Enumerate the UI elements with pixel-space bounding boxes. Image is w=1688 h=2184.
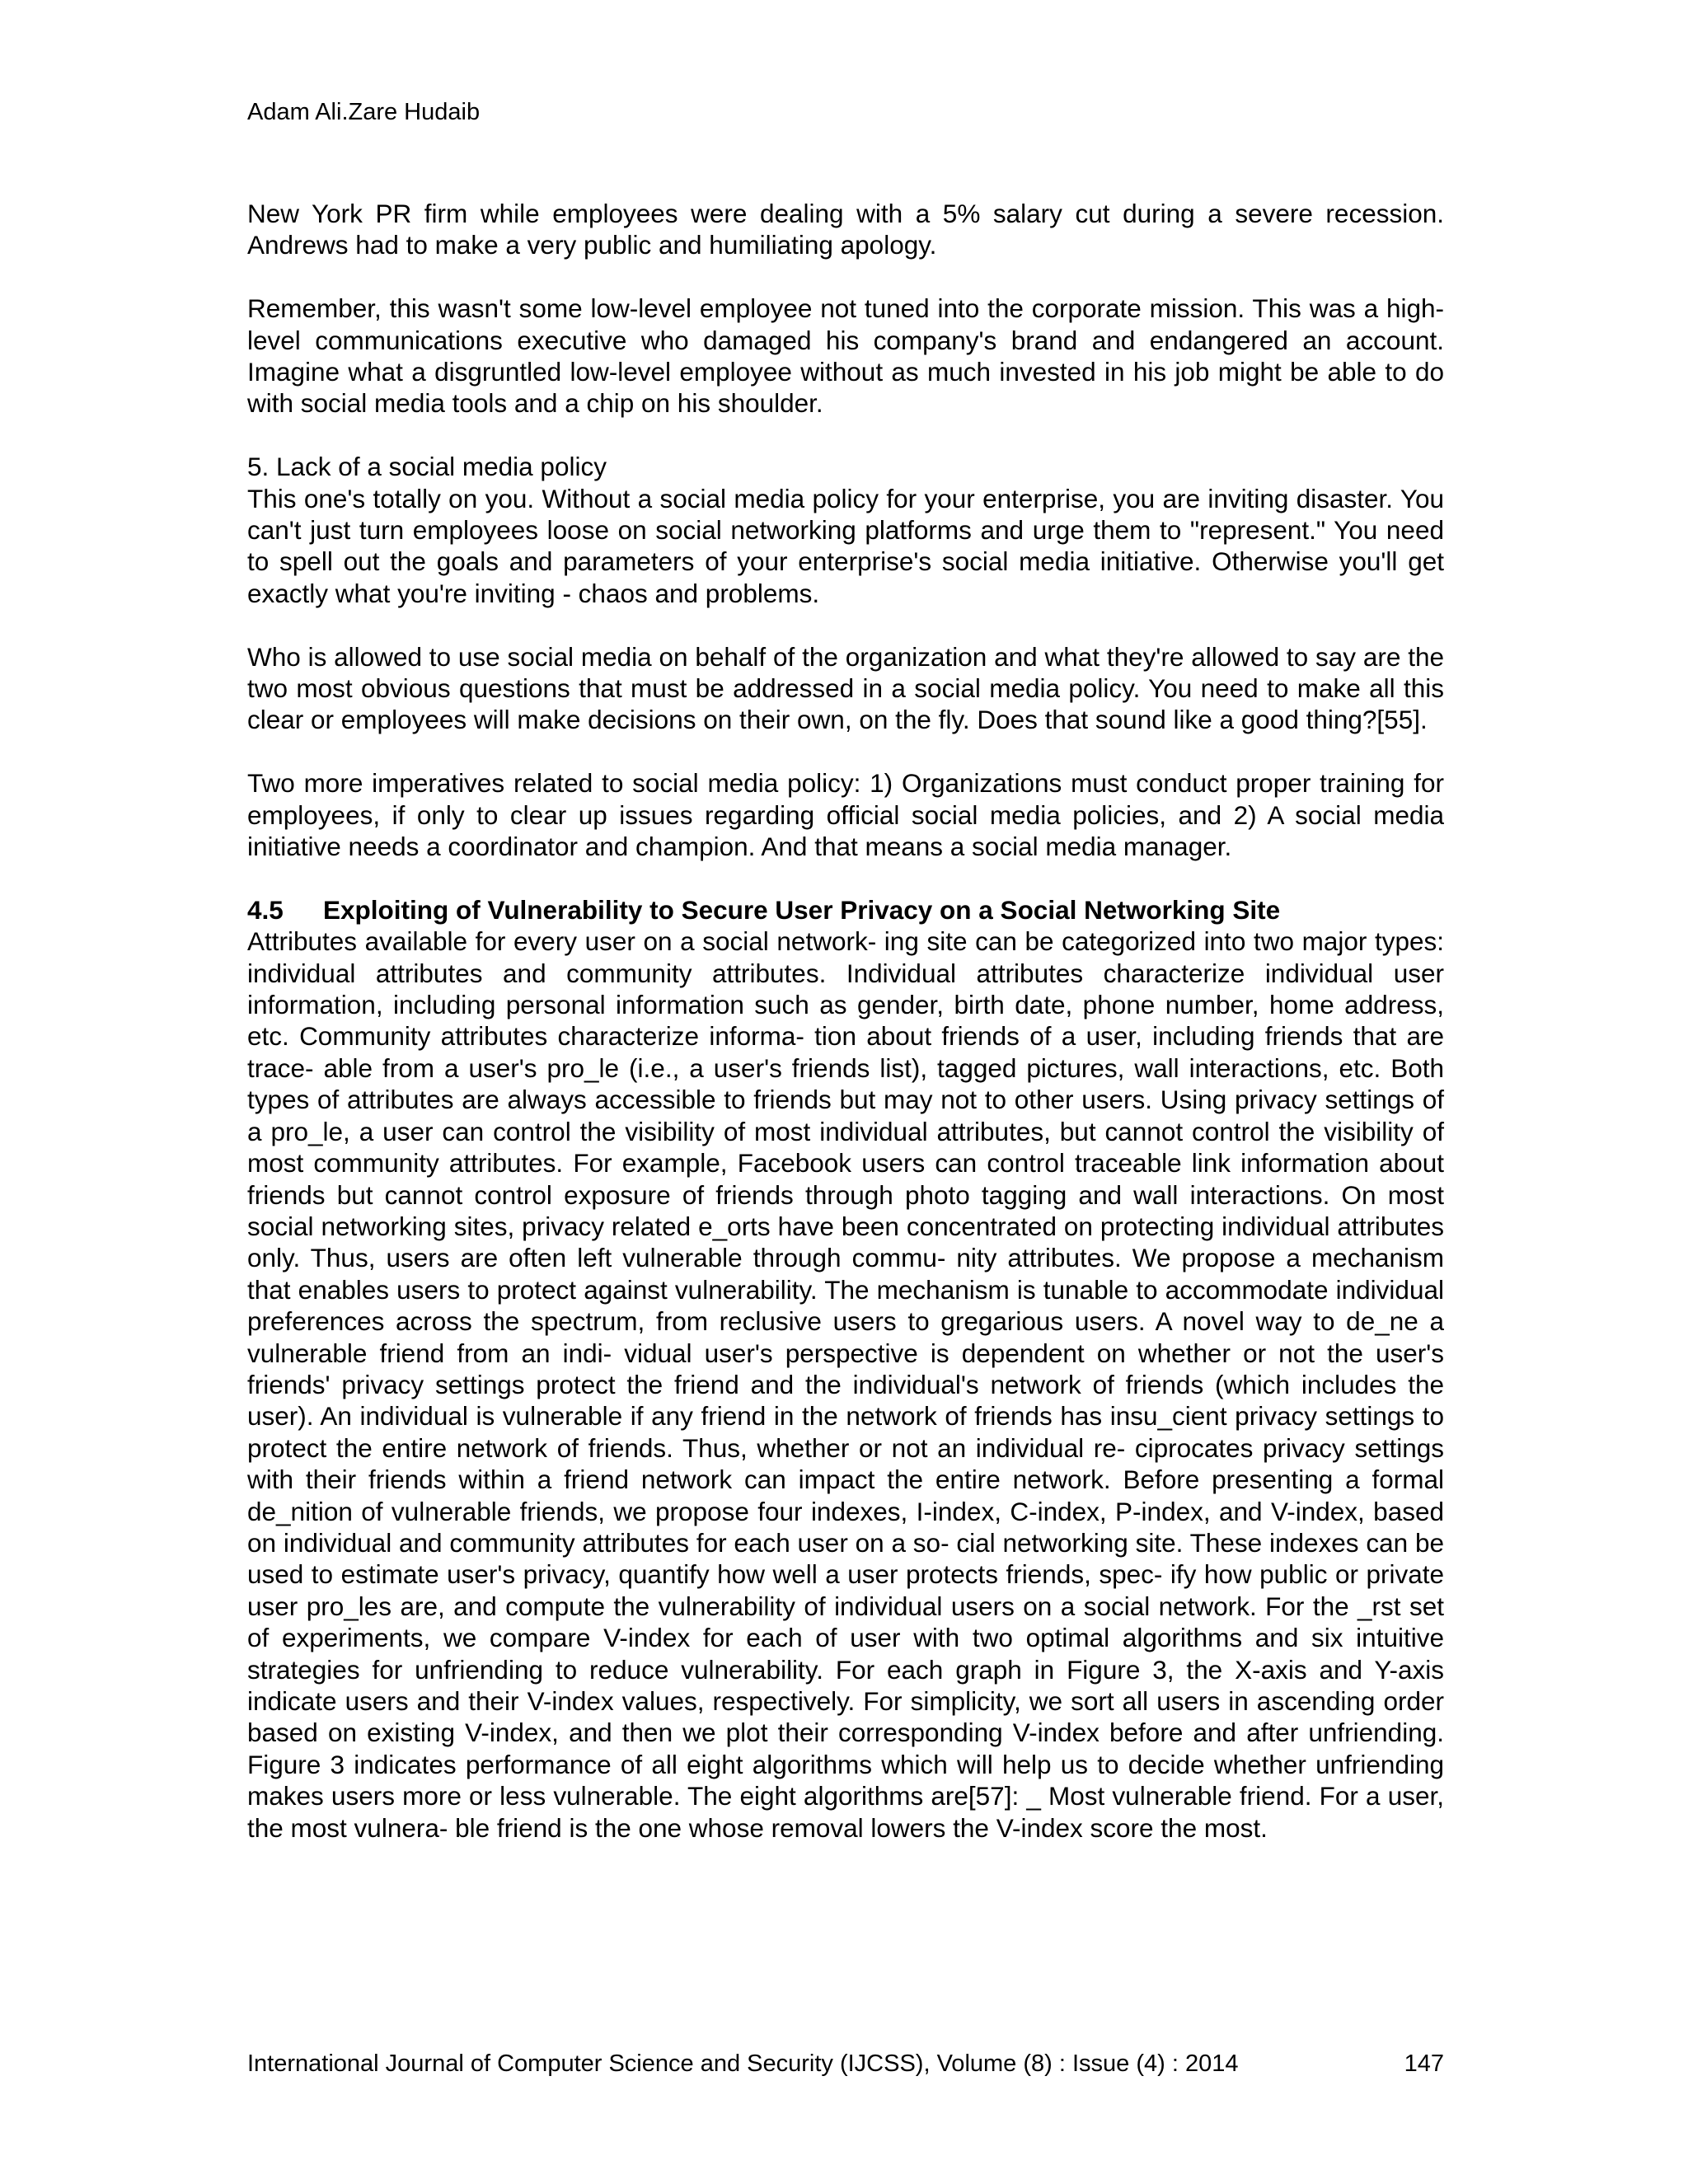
section-heading [247,894,1444,926]
paragraph: New York PR firm while employees were dealing with a 5% salary cut during a severe recession. Andrews had to make a very public and humiliating apology. [247,199,1444,260]
paragraph: This one's totally on you. Without a social media policy for your enterprise, you are inviting disaster. You can't just turn employees loose on social networking platforms and urge them to "represent." You need to spell out the goals and parameters of your enterprise's social media initiative. Otherwise you'll get exactly what you're inviting - chaos and problems. [247,483,1444,608]
page-number: 147 [1404,2050,1444,2077]
section-number: 4.5 [247,894,284,925]
section-paragraph: Attributes available for every user on a social network- ing site can be categorized into two major types: individual attributes and community attributes. Individual attributes characterize individual user information, including personal information such as gender, birth date, phone number, home address, etc. Community attributes characterize informa- tion about friends of a user, including friends that are trace- able from a user's pro_le (i.e., a user's friends list), tagged pictures, wall interactions, etc. Both types of attributes are always accessible to friends but may not to other users. Using privacy settings of a pro_le, a user can control the visibility of most individual attributes, but cannot control the visibility of most community attributes. For example, Facebook users can control traceable link information about friends but cannot control exposure of friends through photo tagging and wall interactions. On most social networking sites, privacy related e_orts have been concentrated on protecting individual attributes only. Thus, users are often left vulnerable through commu- nity attributes. We propose a mechanism that enables users to protect against vulnerability. The mechanism is tunable to accommodate individual preferences across the spectrum, from reclusive users to gregarious users. A novel way to de_ne a vulnerable friend from an indi- vidual user's perspective is dependent on whether or not the user's friends' privacy settings protect the friend and the individual's network of friends (which includes the user). An individual is vulnerable if any friend in the network of friends has insu_cient privacy settings to protect the entire network of friends. Thus, whether or not an individual re- ciprocates privacy settings with their friends within a friend network can impact the entire network. Before presenting a formal de_nition of vulnerable friends, we propose four indexes, I-index, C-index, P-index, and V-index, based on individual and community attributes for each user on a so- cial networking site. These indexes can be used to estimate user's privacy, quantify how well a user protects friends, spec- ify how public or private user pro_les are, and compute the vulnerability of individual users on a social network. For the _rst set of experiments, we compare V-index for each of user with two optimal algorithms and six intuitive strategies for unfriending to reduce vulnerability. For each graph in Figure 3, the X-axis and Y-axis indicate users and their V-index values, respectively. For simplicity, we sort all users in ascending order based on existing V-index, and then we plot their corresponding V-index before and after unfriending. Figure 3 indicates performance of all eight algorithms which will help us to decide whether unfriending makes users more or less vulnerable. The eight algorithms are[57]: _ Most vulnerable friend. For a user, the most vulnera- ble friend is the one whose removal lowers the V-index score the most. [247,926,1444,1843]
running-head: Adam Ali.Zare Hudaib [247,99,481,125]
section-title: Exploiting of Vulnerability to Secure User Privacy on a Social Networking Site [323,894,1281,925]
journal-citation: International Journal of Computer Science and Security (IJCSS), Volume (8) : Issue (4) : 2014 [247,2050,1239,2077]
paragraph: Who is allowed to use social media on behalf of the organization and what they're allowed to say are the two most obvious questions that must be addressed in a social media policy. You need to make all this clear or employees will make decisions on their own, on the fly. Does that sound like a good thing?[55]. [247,641,1444,735]
paragraph: Two more imperatives related to social media policy: 1) Organizations must conduct proper training for employees, if only to clear up issues regarding official social media policies, and 2) A social media initiative needs a coordinator and champion. And that means a social media manager. [247,768,1444,862]
page-footer [247,2049,1444,2079]
body-text [247,198,1444,1844]
subsection-title: 5. Lack of a social media policy [247,452,607,482]
paragraph: Remember, this wasn't some low-level employee not tuned into the corporate mission. This was a high-level communications executive who damaged his company's brand and endangered an account. Imagine what a disgruntled low-level employee without as much invested in his job might be able to do with social media tools and a chip on his shoulder. [247,293,1444,419]
